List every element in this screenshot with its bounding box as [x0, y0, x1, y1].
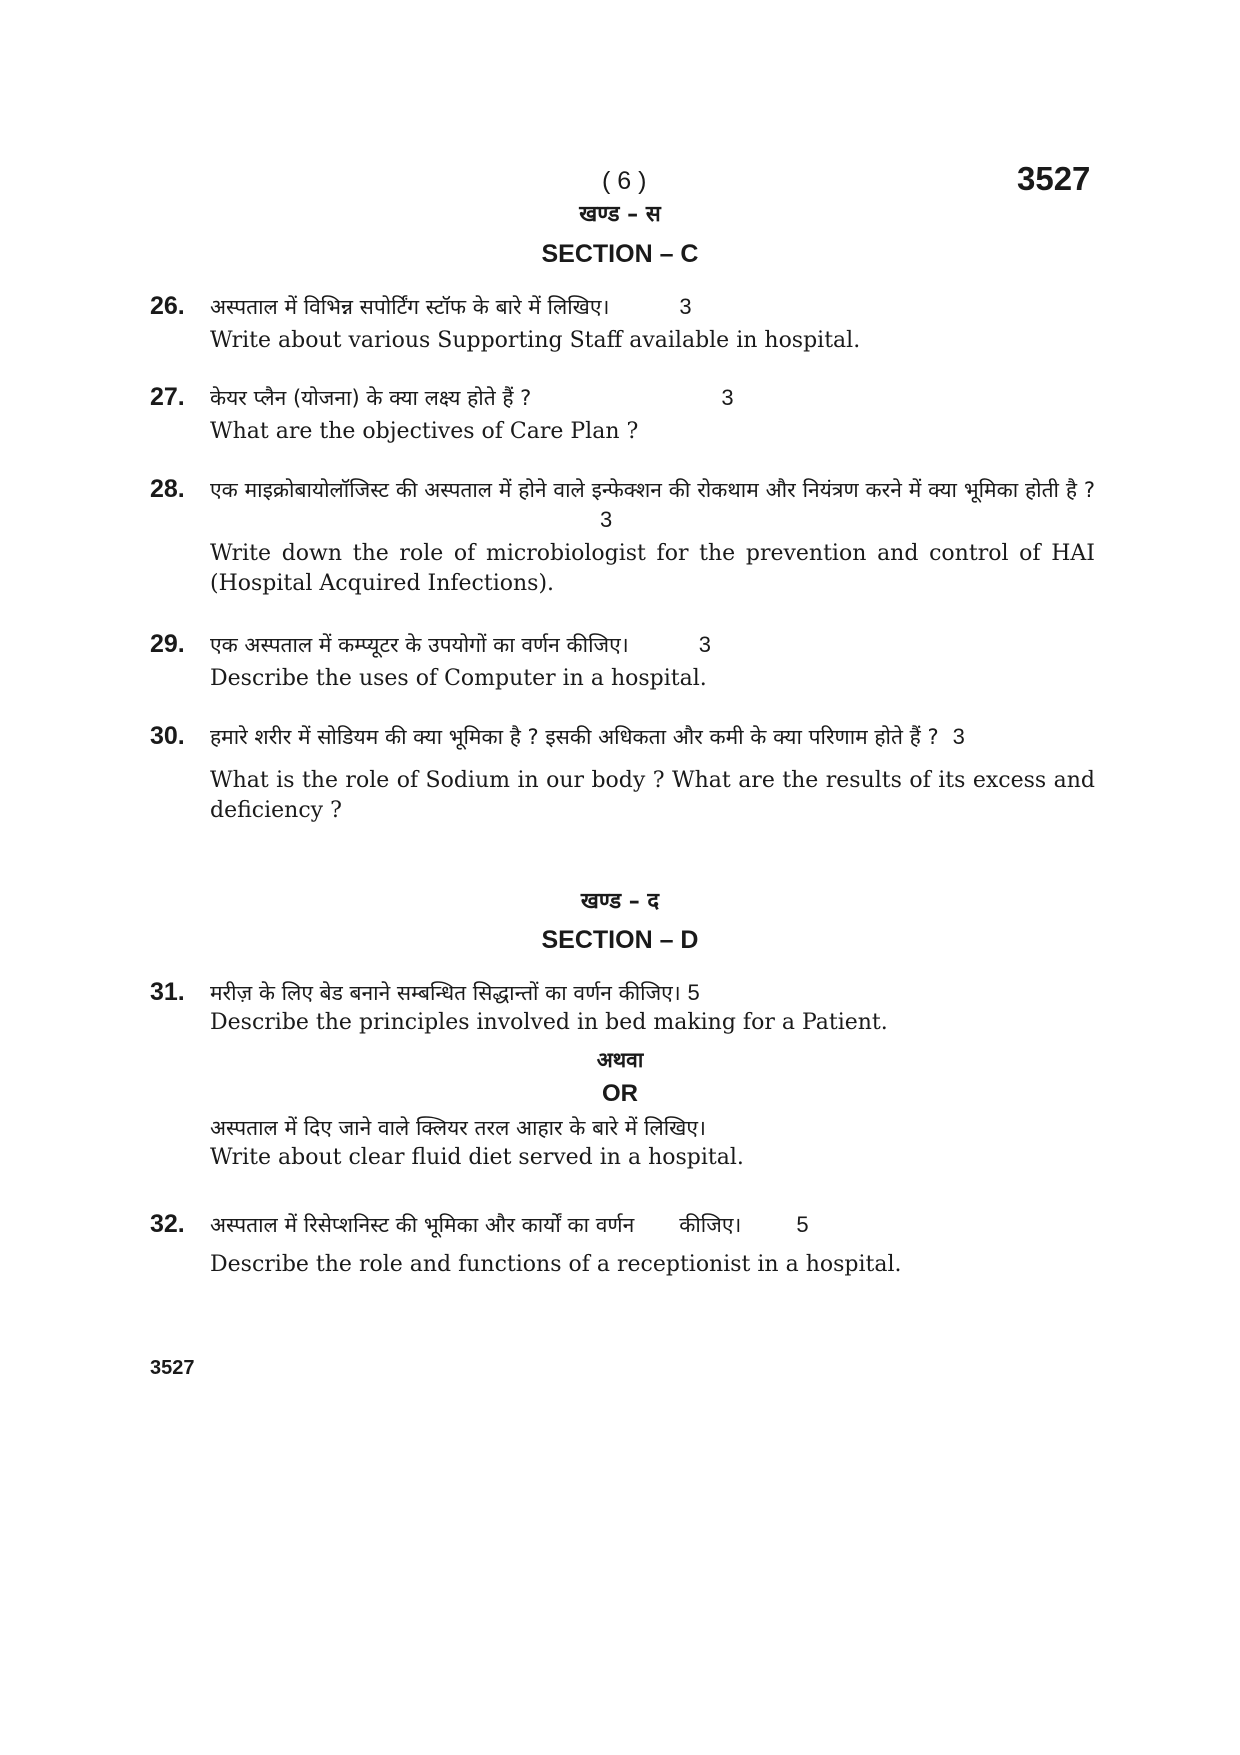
question-number: 28.: [150, 475, 185, 503]
question-marks: 3: [721, 385, 734, 410]
question-30: [150, 722, 1095, 826]
question-english: Write about various Supporting Staff available in hospital.: [210, 328, 861, 353]
question-26: [150, 292, 1095, 356]
paper-code: 3527: [1017, 160, 1091, 197]
or-hindi: अथवा: [596, 1048, 644, 1072]
question-number: 30.: [150, 722, 185, 750]
question-hindi-tail: कीजिए।: [679, 1213, 742, 1237]
question-number: 29.: [150, 630, 185, 658]
question-english: What are the objectives of Care Plan ?: [210, 419, 639, 444]
section-d-heading: SECTION – D: [541, 926, 699, 954]
question-english: Describe the principles involved in bed making for a Patient.: [210, 1010, 888, 1035]
question-hindi: एक माइक्रोबायोलॉजिस्ट की अस्पताल में होने वाले इन्फेक्शन की रोकथाम और नियंत्रण करने में क्या भूमिका होती है ?: [210, 478, 1095, 502]
alternative-english: Write about clear fluid diet served in a hospital.: [210, 1145, 744, 1170]
or-english: OR: [602, 1080, 638, 1107]
question-28: [150, 475, 1095, 599]
question-27: [150, 383, 1095, 447]
question-marks: 5: [687, 980, 700, 1005]
question-english: Describe the role and functions of a receptionist in a hospital.: [210, 1252, 902, 1277]
question-marks: 5: [796, 1212, 809, 1237]
question-hindi: अस्पताल में विभिन्न सपोर्टिंग स्टॉफ के बारे में लिखिए।: [210, 295, 610, 319]
section-c-heading: SECTION – C: [541, 240, 699, 268]
question-number: 31.: [150, 978, 185, 1006]
question-number: 27.: [150, 383, 185, 411]
question-marks: 3: [952, 724, 965, 749]
section-c-hindi-heading: खण्ड – स: [579, 202, 661, 227]
page-number: ( 6 ): [602, 167, 647, 195]
question-english: What is the role of Sodium in our body ? What are the results of its excess and deficiency ?: [210, 768, 1095, 823]
question-english: Describe the uses of Computer in a hospital.: [210, 666, 707, 691]
question-32: [150, 1210, 1095, 1280]
question-english: Write down the role of microbiologist for the prevention and control of HAI (Hospital Acquired Infections).: [210, 541, 1095, 596]
question-number: 26.: [150, 292, 185, 320]
question-marks: 3: [698, 632, 711, 657]
question-number: 32.: [150, 1210, 185, 1238]
question-hindi: अस्पताल में रिसेप्शनिस्ट की भूमिका और कार्यों का वर्णन: [210, 1213, 635, 1237]
question-hindi: एक अस्पताल में कम्प्यूटर के उपयोगों का वर्णन कीजिए।: [210, 633, 629, 657]
question-29: [150, 630, 1095, 694]
question-hindi: केयर प्लैन (योजना) के क्या लक्ष्य होते हैं ?: [210, 386, 532, 410]
section-d-hindi-heading: खण्ड – द: [580, 889, 660, 914]
alternative-hindi: अस्पताल में दिए जाने वाले क्लियर तरल आहार के बारे में लिखिए।: [210, 1116, 706, 1140]
question-marks: 3: [679, 294, 692, 319]
footer-code: 3527: [150, 1357, 195, 1379]
question-31-alternative: [210, 1113, 1090, 1173]
question-hindi: मरीज़ के लिए बेड बनाने सम्बन्धित सिद्धान्तों का वर्णन कीजिए।: [210, 981, 681, 1005]
question-hindi: हमारे शरीर में सोडियम की क्या भूमिका है ? इसकी अधिकता और कमी के क्या परिणाम होते हैं ?: [210, 725, 939, 749]
question-marks: 3: [600, 507, 613, 532]
question-31: [150, 978, 1095, 1038]
